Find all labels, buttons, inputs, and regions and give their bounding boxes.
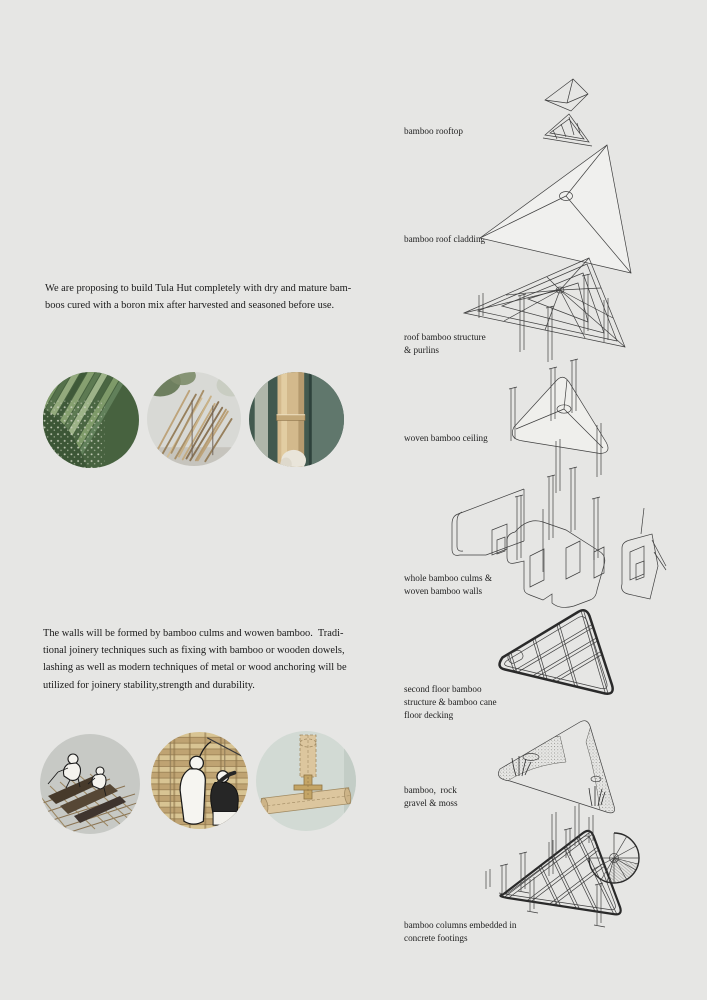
label-line: floor decking [404, 710, 454, 720]
label-line: second floor bamboo [404, 684, 482, 694]
text-line: We are proposing to build Tula Hut completely with dry and mature bam- [45, 283, 352, 294]
label-line: woven bamboo ceiling [404, 433, 488, 443]
label-line: concrete footings [404, 933, 468, 943]
label-line: & purlins [404, 345, 439, 355]
drawing-rooftop-truss [543, 114, 592, 146]
label-line: roof bamboo structure [404, 332, 486, 342]
drawing-bamboo-rooftop [545, 79, 588, 111]
label-line: bamboo roof cladding [404, 234, 486, 244]
drawing-roof-structure [464, 258, 625, 362]
drawing-roof-cladding [480, 145, 631, 273]
label-line: gravel & moss [404, 798, 458, 808]
drawing-bamboo-walls [452, 467, 666, 607]
label-line: bamboo, rock [404, 785, 457, 795]
text-line: lashing as well as modern techniques of metal or wood anchoring will be [43, 662, 347, 674]
drawing-foundation-base [450, 781, 662, 960]
drawing-woven-ceiling [509, 359, 608, 493]
label-line: whole bamboo culms & [404, 573, 493, 583]
drawing-second-floor [468, 570, 666, 751]
text-line: The walls will be formed by bamboo culms and wowen bamboo. Tradi- [43, 628, 344, 639]
label-line: woven bamboo walls [404, 586, 483, 596]
drawing-gravel-moss [470, 721, 618, 814]
label-line: bamboo columns embedded in [404, 920, 517, 930]
label-line: bamboo rooftop [404, 126, 463, 136]
text-line: boos cured with a boron mix after harvested and seasoned before use. [45, 300, 335, 312]
label-line: structure & bamboo cane [404, 697, 497, 707]
text-line: tional joinery techniques such as fixing with bamboo or wooden dowels, [43, 645, 345, 657]
spiral-stair [589, 833, 639, 883]
text-line: utilized for joinery stability,strength and durability. [43, 679, 255, 691]
